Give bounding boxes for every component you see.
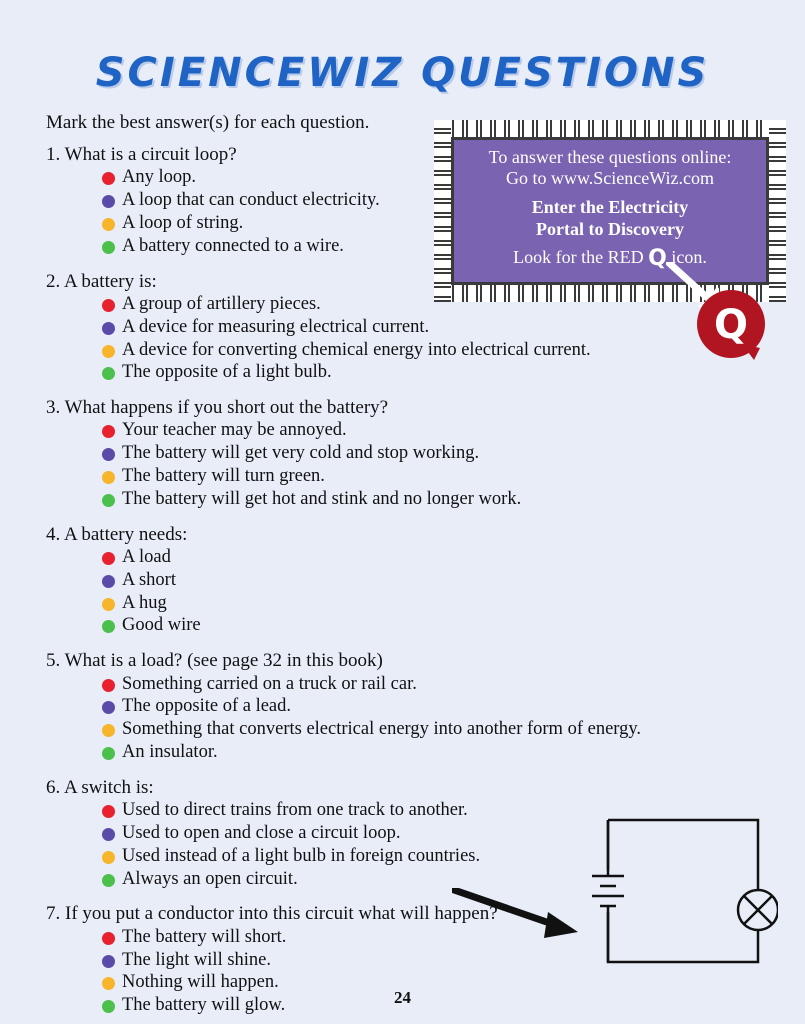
bullet-purple-icon (102, 448, 115, 461)
bullet-red-icon (102, 805, 115, 818)
bullet-yellow-icon (102, 851, 115, 864)
option-row[interactable] (46, 719, 766, 741)
bullet-green-icon (102, 494, 115, 507)
question-1 (46, 144, 766, 258)
option-row[interactable] (46, 213, 766, 235)
option-row[interactable] (46, 570, 766, 592)
option-label: The opposite of a lead. (122, 696, 292, 717)
option-label: Something carried on a truck or rail car. (122, 673, 417, 694)
info-line-5-pre: Look for the RED (513, 246, 649, 267)
question-6-text (46, 777, 766, 798)
question-2-number: 2. (46, 270, 61, 292)
bullet-purple-icon (102, 701, 115, 714)
option-label: Any loop. (122, 167, 196, 188)
question-4-text (46, 524, 766, 545)
page-title: SCIENCEWIZ QUESTIONS (95, 50, 710, 96)
option-label: The battery will get hot and stink and no longer work. (122, 488, 522, 509)
question-1-text (46, 144, 766, 165)
bullet-red-icon (102, 299, 115, 312)
info-line-2: Go to www.ScienceWiz.com (505, 168, 715, 189)
option-label: Your teacher may be annoyed. (122, 420, 347, 441)
bullet-purple-icon (102, 322, 115, 335)
option-label: The light will shine. (122, 949, 272, 970)
circuit-diagram (588, 812, 778, 972)
option-row[interactable] (46, 340, 766, 362)
option-row[interactable] (46, 696, 766, 718)
option-row[interactable] (46, 190, 766, 212)
option-row[interactable] (46, 317, 766, 339)
question-5-prompt: What is a load? (see page 32 in this book) (64, 650, 383, 672)
option-label: A device for measuring electrical current. (122, 316, 430, 337)
question-3-prompt: What happens if you short out the battery? (64, 397, 389, 419)
frame-border-right (769, 120, 786, 302)
option-label: An insulator. (122, 742, 218, 763)
bullet-purple-icon (102, 195, 115, 208)
option-row[interactable] (46, 362, 766, 384)
question-6-number: 6. (46, 776, 61, 798)
option-row[interactable] (46, 294, 766, 316)
bullet-yellow-icon (102, 345, 115, 358)
option-row[interactable] (46, 167, 766, 189)
bullet-yellow-icon (102, 598, 115, 611)
option-row[interactable] (46, 236, 766, 258)
question-1-options (46, 167, 766, 257)
option-label: A battery connected to a wire. (122, 235, 344, 256)
q-glyph-inline: Q (648, 245, 667, 271)
bullet-purple-icon (102, 955, 115, 968)
option-label: A device for converting chemical energy into electrical current. (122, 339, 591, 360)
option-label: Good wire (122, 615, 201, 636)
bullet-green-icon (102, 367, 115, 380)
question-5-number: 5. (46, 650, 61, 672)
info-line-5-post: icon. (666, 246, 707, 267)
question-7-number: 7. (46, 903, 61, 925)
frame-border-top (434, 120, 786, 137)
question-4-options (46, 547, 766, 637)
question-2 (46, 271, 766, 385)
bullet-red-icon (102, 172, 115, 185)
option-label: The opposite of a light bulb. (122, 362, 332, 383)
option-row[interactable] (46, 615, 766, 637)
bullet-green-icon (102, 874, 115, 887)
question-2-options (46, 294, 766, 384)
question-4 (46, 524, 766, 638)
bullet-yellow-icon (102, 471, 115, 484)
bullet-purple-icon (102, 828, 115, 841)
info-line-3: Enter the Electricity (531, 197, 689, 218)
option-row[interactable] (46, 489, 766, 511)
info-line-4: Portal to Discovery (536, 218, 684, 239)
question-3-text (46, 397, 766, 418)
bullet-green-icon (102, 747, 115, 760)
option-label: A short (122, 569, 176, 590)
bullet-yellow-icon (102, 724, 115, 737)
question-3-options (46, 420, 766, 510)
question-2-prompt: A battery is: (63, 270, 157, 292)
option-label: A group of artillery pieces. (122, 293, 321, 314)
option-label: Used to direct trains from one track to another. (122, 800, 468, 821)
bullet-green-icon (102, 620, 115, 633)
arrow-to-circuit (452, 888, 592, 940)
instructions-text: Mark the best answer(s) for each question. (46, 112, 370, 133)
bullet-red-icon (102, 932, 115, 945)
option-row[interactable] (46, 420, 766, 442)
option-label: A load (122, 547, 171, 567)
question-3-number: 3. (46, 397, 61, 419)
question-1-number: 1. (46, 144, 61, 165)
question-4-prompt: A battery needs: (63, 523, 188, 545)
option-label: Nothing will happen. (122, 972, 279, 993)
bullet-yellow-icon (102, 218, 115, 231)
bullet-red-icon (102, 425, 115, 438)
option-label: The battery will short. (122, 926, 287, 947)
question-5 (46, 650, 766, 764)
option-label: The battery will turn green. (122, 466, 325, 487)
question-4-number: 4. (46, 523, 61, 545)
option-label: A hug (122, 592, 167, 613)
option-label: A loop that can conduct electricity. (122, 190, 380, 211)
bullet-purple-icon (102, 575, 115, 588)
option-row[interactable] (46, 674, 766, 696)
question-5-text (46, 650, 766, 671)
question-5-options (46, 674, 766, 764)
option-label: Something that converts electrical energy into another form of energy. (122, 719, 642, 740)
svg-text:Q: Q (713, 302, 749, 348)
question-6-prompt: A switch is: (63, 776, 154, 798)
option-label: Always an open circuit. (122, 868, 298, 889)
option-label: Used instead of a light bulb in foreign countries. (122, 845, 481, 866)
option-row[interactable] (46, 547, 766, 569)
option-row[interactable] (46, 466, 766, 488)
question-3 (46, 397, 766, 511)
option-label: A loop of string. (122, 212, 244, 233)
option-label: The battery will glow. (122, 995, 286, 1016)
option-row[interactable] (46, 593, 766, 615)
option-label: The battery will get very cold and stop working. (122, 443, 480, 464)
bullet-red-icon (102, 552, 115, 565)
question-2-text (46, 271, 766, 292)
option-row[interactable] (46, 742, 766, 764)
info-line-1: To answer these questions online: (488, 147, 732, 167)
question-1-prompt: What is a circuit loop? (64, 144, 237, 165)
option-label: Used to open and close a circuit loop. (122, 822, 401, 843)
option-row[interactable] (46, 443, 766, 465)
bullet-green-icon (102, 241, 115, 254)
bullet-red-icon (102, 679, 115, 692)
question-7-prompt: If you put a conductor into this circuit what will happen? (65, 903, 498, 925)
page-number: 24 (394, 988, 411, 1007)
